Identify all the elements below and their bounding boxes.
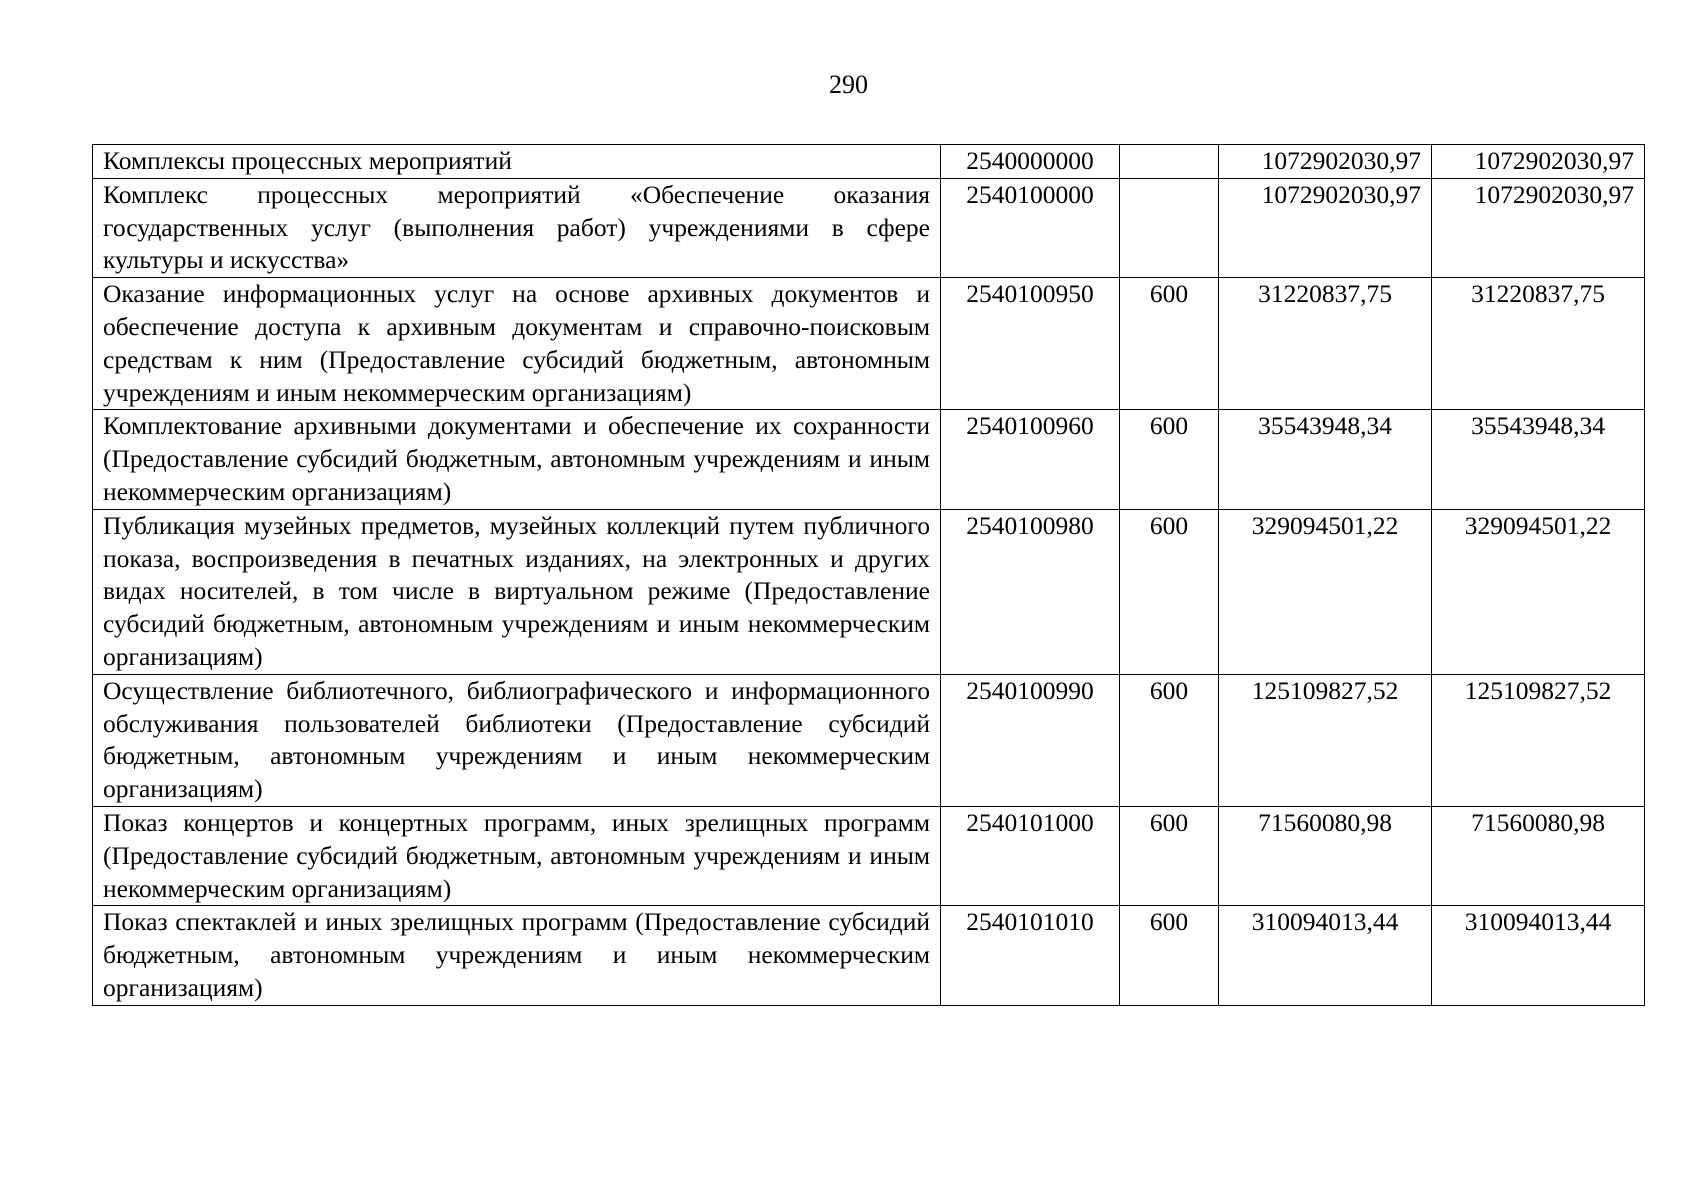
- table-row: [93, 906, 1645, 1005]
- page-number: 290: [829, 70, 868, 99]
- table-row: [93, 178, 1645, 277]
- row-name: Публикация музейных предметов, музейных коллекций путем публичного показа, воспроизведения в печатных изданиях, на электронных и других видах носителей, в том числе в виртуальном режиме (Предоставление субсидий бюджетным, автономным учреждениям и иным некоммерческим организациям): [93, 509, 941, 674]
- row-sum-2: 310094013,44: [1432, 906, 1645, 1005]
- row-code: 2540100990: [941, 674, 1120, 806]
- row-expense-type: [1120, 145, 1219, 179]
- row-sum-1: 35543948,34: [1219, 410, 1432, 509]
- row-code: 2540100960: [941, 410, 1120, 509]
- row-name: Осуществление библиотечного, библиографического и информационного обслуживания пользователей библиотеки (Предоставление субсидий бюджетным, автономным учреждениям и иным некоммерческим организациям): [93, 674, 941, 806]
- row-name: Комплексы процессных мероприятий: [93, 145, 941, 179]
- row-sum-2: 71560080,98: [1432, 806, 1645, 905]
- row-sum-1: 310094013,44: [1219, 906, 1432, 1005]
- row-name: Комплектование архивными документами и обеспечение их сохранности (Предоставление субсидий бюджетным, автономным учреждениям и иным некоммерческим организациям): [93, 410, 941, 509]
- row-sum-2: 35543948,34: [1432, 410, 1645, 509]
- row-expense-type: 600: [1120, 806, 1219, 905]
- row-code: 2540100000: [941, 178, 1120, 277]
- row-expense-type: 600: [1120, 906, 1219, 1005]
- row-name: Оказание информационных услуг на основе архивных документов и обеспечение доступа к архивным документам и справочно-поисковым средствам к ним (Предоставление субсидий бюджетным, автономным учреждениям и иным некоммерческим организациям): [93, 278, 941, 410]
- row-sum-2: 329094501,22: [1432, 509, 1645, 674]
- table-row: [93, 806, 1645, 905]
- table-row: [93, 145, 1645, 179]
- row-sum-1: 1072902030,97: [1219, 145, 1432, 179]
- row-sum-1: 329094501,22: [1219, 509, 1432, 674]
- row-code: 2540101000: [941, 806, 1120, 905]
- row-expense-type: 600: [1120, 509, 1219, 674]
- row-code: 2540100950: [941, 278, 1120, 410]
- row-sum-2: 31220837,75: [1432, 278, 1645, 410]
- row-sum-1: 125109827,52: [1219, 674, 1432, 806]
- row-expense-type: 600: [1120, 410, 1219, 509]
- row-sum-1: 1072902030,97: [1219, 178, 1432, 277]
- row-code: 2540100980: [941, 509, 1120, 674]
- table-row: [93, 410, 1645, 509]
- row-sum-1: 71560080,98: [1219, 806, 1432, 905]
- row-sum-2: 1072902030,97: [1432, 145, 1645, 179]
- table-row: [93, 674, 1645, 806]
- budget-table: [92, 144, 1645, 1006]
- row-name: Показ спектаклей и иных зрелищных программ (Предоставление субсидий бюджетным, автономным учреждениям и иным некоммерческим организациям): [93, 906, 941, 1005]
- row-name: Показ концертов и концертных программ, иных зрелищных программ (Предоставление субсидий бюджетным, автономным учреждениям и иным некоммерческим организациям): [93, 806, 941, 905]
- row-code: 2540101010: [941, 906, 1120, 1005]
- row-sum-1: 31220837,75: [1219, 278, 1432, 410]
- row-name: Комплекс процессных мероприятий «Обеспечение оказания государственных услуг (выполнения работ) учреждениями в сфере культуры и искусства»: [93, 178, 941, 277]
- row-sum-2: 125109827,52: [1432, 674, 1645, 806]
- table-row: [93, 509, 1645, 674]
- row-code: 2540000000: [941, 145, 1120, 179]
- row-expense-type: 600: [1120, 278, 1219, 410]
- row-expense-type: [1120, 178, 1219, 277]
- table-row: [93, 278, 1645, 410]
- row-sum-2: 1072902030,97: [1432, 178, 1645, 277]
- row-expense-type: 600: [1120, 674, 1219, 806]
